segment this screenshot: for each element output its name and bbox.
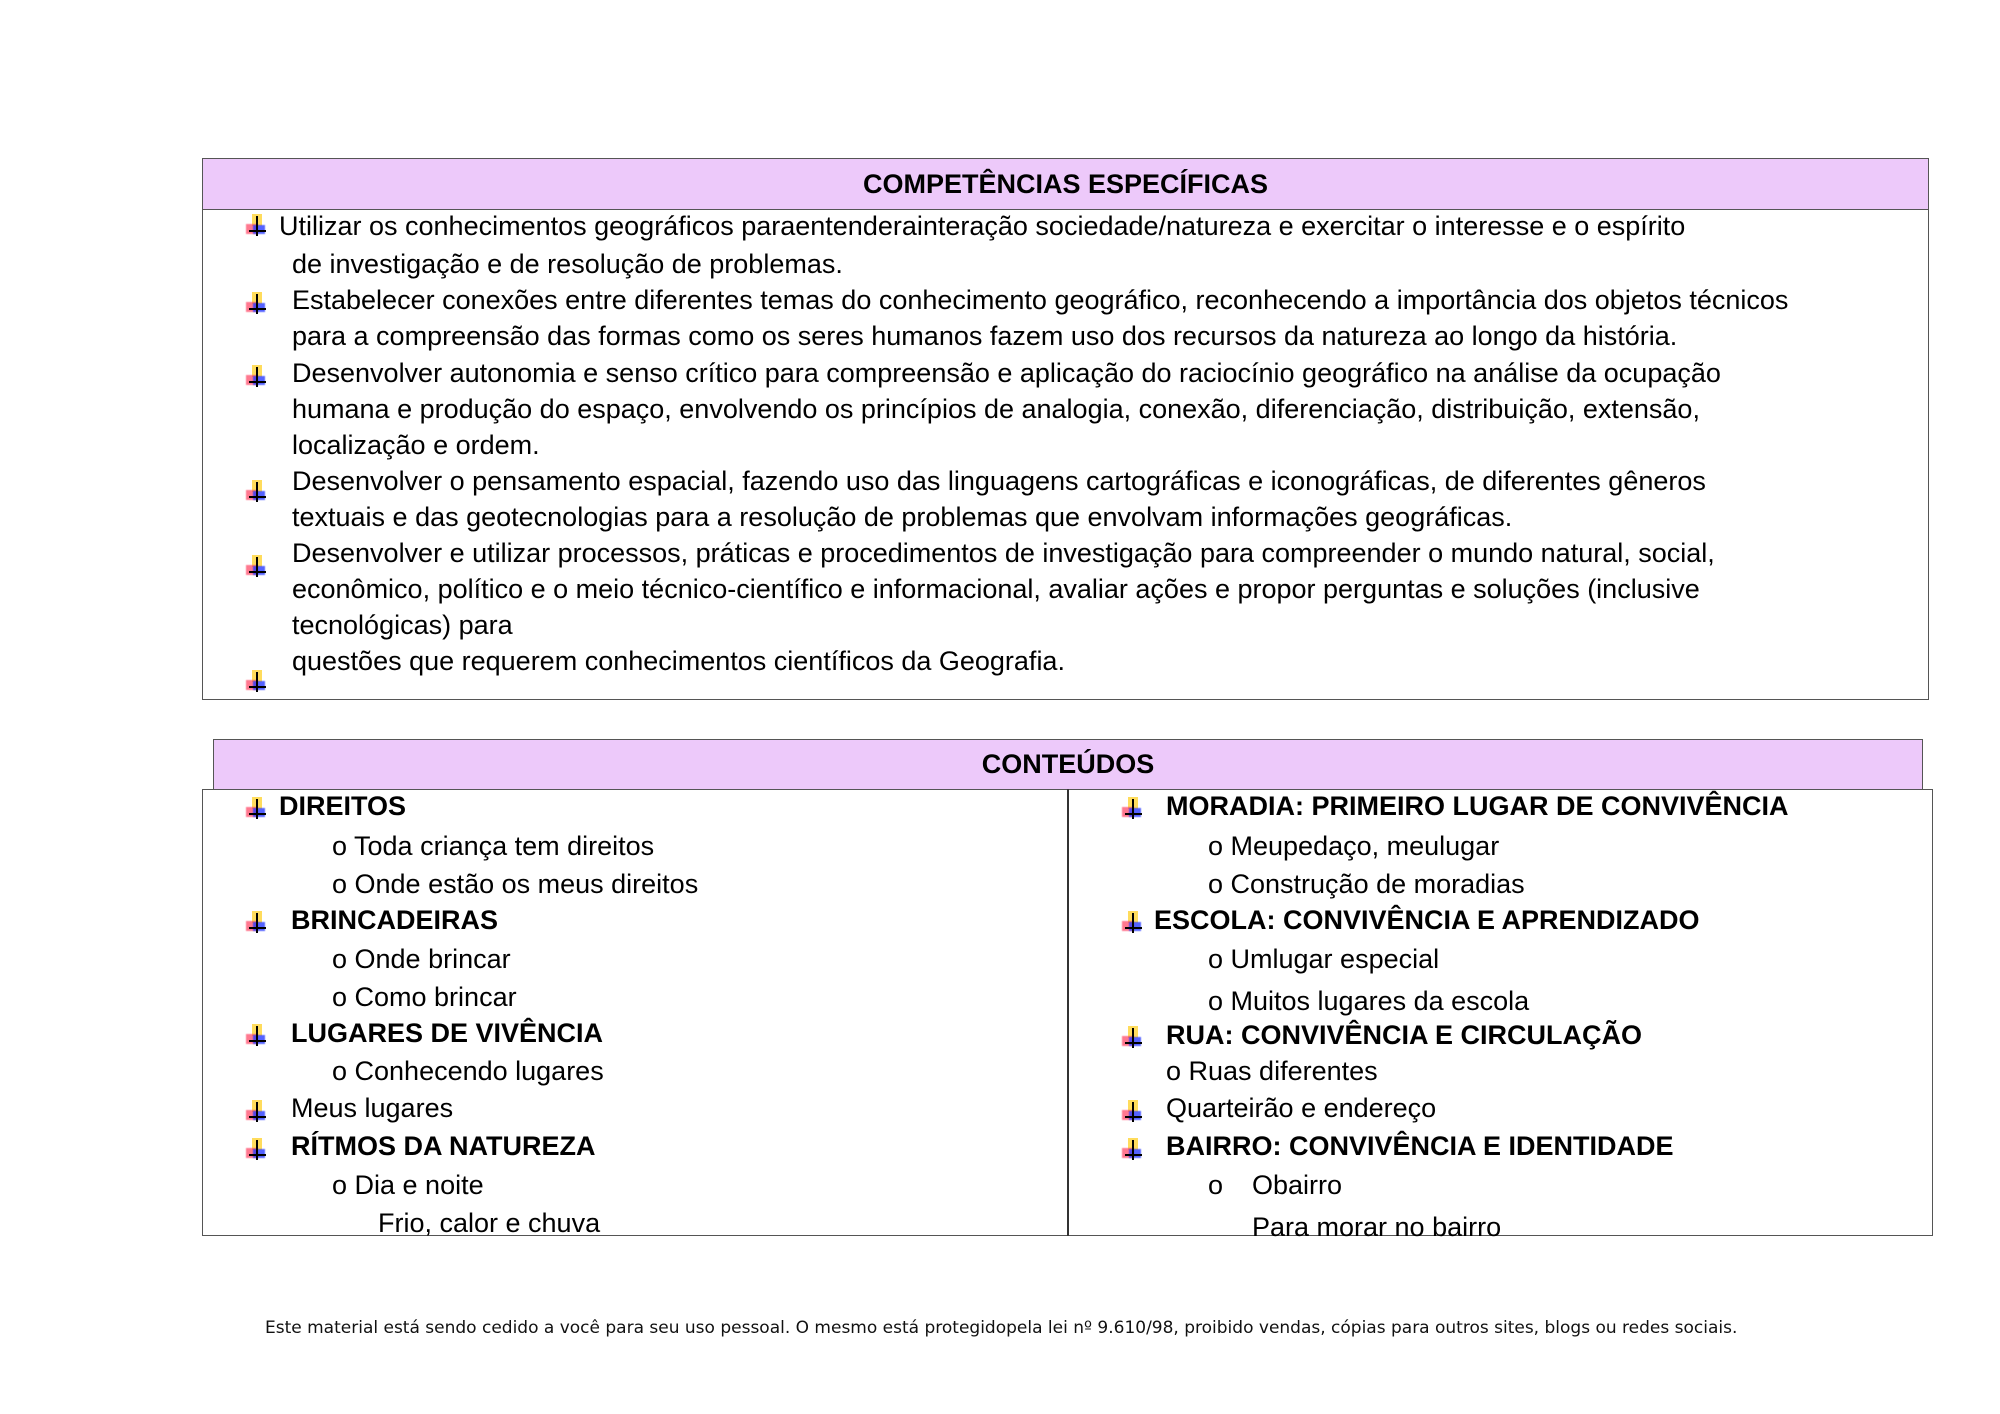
competencia-line: Desenvolver e utilizar processos, práticas e procedimentos de investigação para compreender o mundo natural, social, [292,538,1715,568]
bullet-icon [246,797,268,819]
competencia-line: Desenvolver autonomia e senso crítico para compreensão e aplicação do raciocínio geográfico na análise da ocupação [292,358,1721,388]
topic-direitos: DIREITOS [279,791,407,821]
subtopic: o Muitos lugares da escola [1208,986,1530,1016]
subtopic: Frio, calor e chuva [378,1208,601,1238]
competencia-line: econômico, político e o meio técnico-científico e informacional, avaliar ações e propor perguntas e soluções (inclusive [292,574,1700,604]
bullet-icon [246,1138,268,1160]
copyright-footer: Este material está sendo cedido a você para seu uso pessoal. O mesmo está protegidopela lei nº 9.610/98, proibido vendas, cópias para outros sites, blogs ou redes sociais. [265,1318,1738,1338]
topic-meus-lugares: Meus lugares [291,1093,454,1123]
subtopic: o Construção de moradias [1208,869,1525,899]
competencia-line: para a compreensão das formas como os seres humanos fazem uso dos recursos da natureza ao longo da história. [292,321,1678,351]
topic-bairro: BAIRRO: CONVIVÊNCIA E IDENTIDADE [1166,1131,1674,1161]
subtopic: o Onde estão os meus direitos [332,869,699,899]
column-divider [1067,789,1069,1236]
competencia-line: Utilizar os conhecimentos geográficos paraentenderainteração sociedade/natureza e exercitar o interesse e o espírito [279,211,1686,241]
bullet-icon [246,292,268,314]
subtopic: o Ruas diferentes [1166,1056,1378,1086]
subtopic: o Conhecendo lugares [332,1056,604,1086]
subtopic: o Meupedaço, meulugar [1208,831,1500,861]
bullet-icon [1122,911,1144,933]
bullet-icon [1122,1138,1144,1160]
bullet-icon [246,911,268,933]
subtopic: o Onde brincar [332,944,511,974]
competencia-line: textuais e das geotecnologias para a resolução de problemas que envolvam informações geográficas. [292,502,1513,532]
conteudos-header [213,739,1923,790]
bullet-icon [246,365,268,387]
bullet-icon [246,214,268,236]
subtopic: o Dia e noite [332,1170,484,1200]
competencia-line: questões que requerem conhecimentos científicos da Geografia. [292,646,1065,676]
topic-moradia: MORADIA: PRIMEIRO LUGAR DE CONVIVÊNCIA [1166,791,1789,821]
bullet-icon [1122,1026,1144,1048]
conteudos-title: CONTEÚDOS [981,749,1155,779]
competencias-header [202,158,1929,210]
bullet-icon [1122,797,1144,819]
bullet-icon [246,1100,268,1122]
topic-ritmos-da-natureza: RÍTMOS DA NATUREZA [291,1131,596,1161]
bullet-icon [246,1024,268,1046]
subtopic-marker: o [1208,1170,1224,1200]
subtopic: Obairro [1252,1170,1343,1200]
competencias-title: COMPETÊNCIAS ESPECÍFICAS [862,168,1269,199]
bullet-icon [246,480,268,502]
topic-rua: RUA: CONVIVÊNCIA E CIRCULAÇÃO [1166,1020,1643,1050]
bullet-icon [246,670,268,692]
competencia-line: Estabelecer conexões entre diferentes temas do conhecimento geográfico, reconhecendo a importância dos objetos técnicos [292,285,1789,315]
subtopic: o Como brincar [332,982,517,1012]
topic-quarteirao: Quarteirão e endereço [1166,1093,1437,1123]
subtopic: o Toda criança tem direitos [332,831,655,861]
competencia-line: de investigação e de resolução de problemas. [292,249,843,279]
topic-escola: ESCOLA: CONVIVÊNCIA E APRENDIZADO [1154,905,1700,935]
bullet-icon [1122,1100,1144,1122]
subtopic: Para morar no bairro [1252,1212,1502,1242]
topic-brincadeiras: BRINCADEIRAS [291,905,499,935]
competencia-line: Desenvolver o pensamento espacial, fazendo uso das linguagens cartográficas e iconográficas, de diferentes gêneros [292,466,1706,496]
competencia-line: humana e produção do espaço, envolvendo os princípios de analogia, conexão, diferenciação, distribuição, extensão, [292,394,1700,424]
subtopic: o Umlugar especial [1208,944,1440,974]
competencia-line: localização e ordem. [292,430,540,460]
bullet-icon [246,555,268,577]
topic-lugares-de-vivencia: LUGARES DE VIVÊNCIA [291,1018,604,1048]
competencia-line: tecnológicas) para [292,610,513,640]
